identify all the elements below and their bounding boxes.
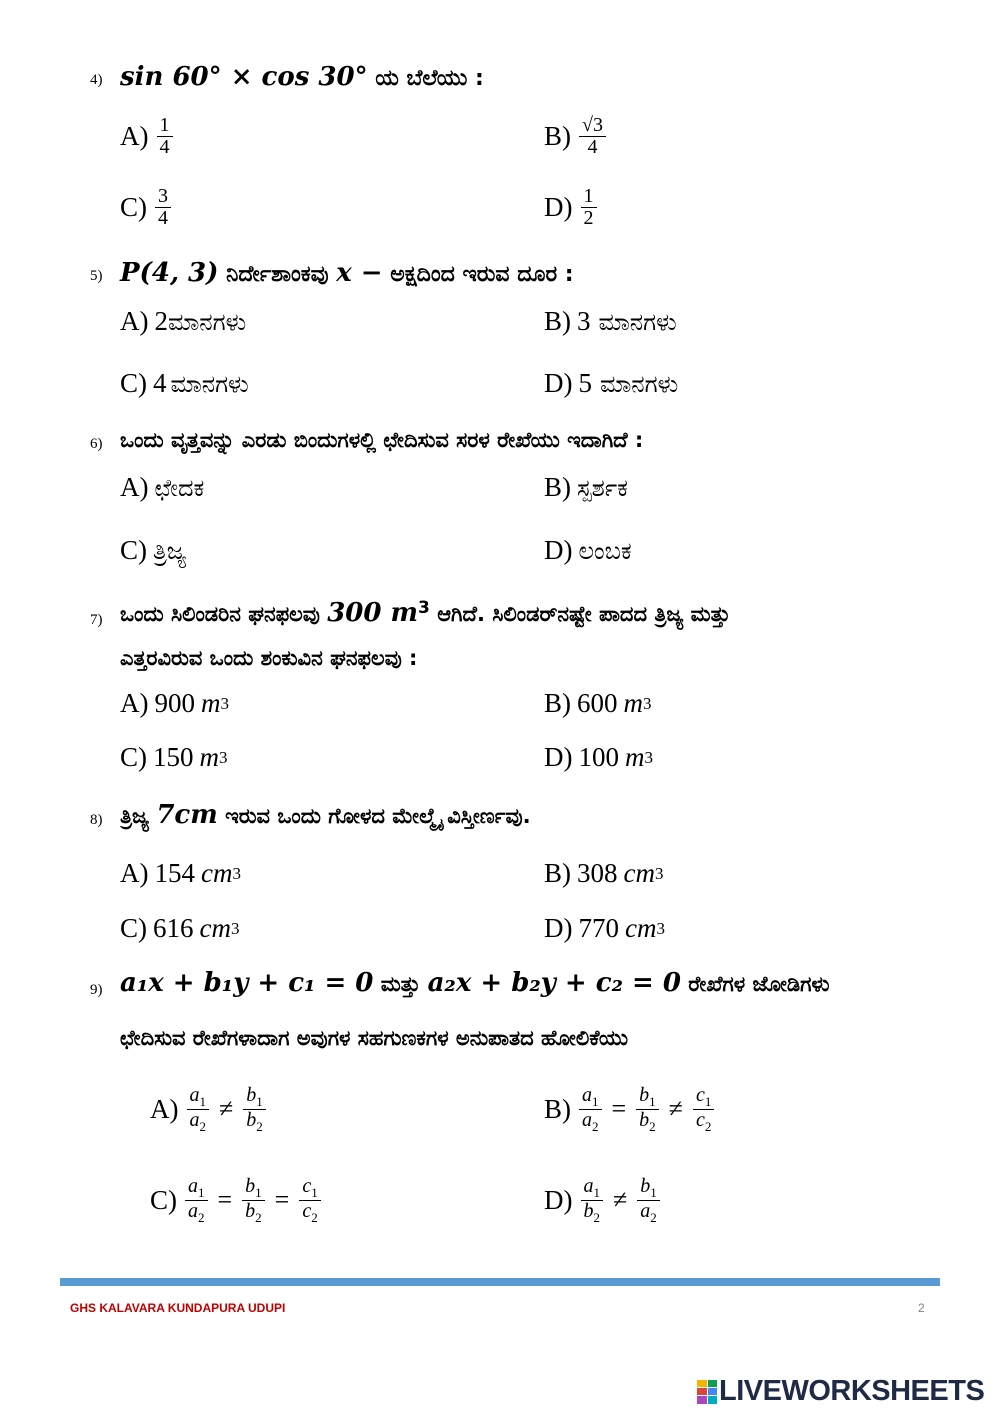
question-stem: sin 60° × cos 30° ಯ ಬೆಲೆಯು : [120,62,484,92]
logo-block [697,1380,707,1387]
option-b[interactable]: B) $\frac{√3}{4}$ [544,115,608,158]
question-number: 6) [90,436,103,452]
option-b[interactable]: B) 308 cm 3 [544,858,664,888]
option-b[interactable]: B) ಸ್ಪರ್ಶಕ [544,472,628,502]
question-number: 9) [90,982,103,998]
logo-block [697,1388,707,1395]
question-stem: a₁x + b₁y + c₁ = 0 ಮತ್ತು a₂x + b₂y + c₂ = 0 ರೇಖೆಗಳ ಜೋಡಿಗಳು [120,968,830,998]
option-a[interactable]: A) 154 cm 3 [120,858,241,888]
logo-block [708,1380,718,1387]
option-d[interactable]: D) 770 cm 3 [544,913,665,943]
logo-block [708,1396,718,1403]
option-c[interactable]: C) ತ್ರಿಜ್ಯ [120,535,187,565]
question-number: 8) [90,812,103,828]
fraction: $\frac{√3}{4}$ [579,115,606,158]
option-a[interactable]: A) 2 ಮಾನಗಳು [120,306,247,336]
option-d[interactable]: D) 100 m 3 [544,742,653,772]
option-c[interactable]: C) 4 ಮಾನಗಳು [120,368,249,398]
option-b[interactable]: B) 600 m 3 [544,688,652,718]
fraction: $\frac{1}{4}$ [157,115,173,158]
fraction: $\frac{1}{2}$ [581,186,597,229]
fraction: $\frac{3}{4}$ [155,186,171,229]
footer-divider [60,1278,940,1286]
liveworksheets-text: LIVEWORKSHEETS [719,1375,985,1407]
option-c[interactable]: C) $\frac{3}{4}$ [120,186,173,229]
question-stem: ತ್ರಿಜ್ಯ 7cm ಇರುವ ಒಂದು ಗೋಳದ ಮೇಲ್ಮೈ ವಿಸ್ತೀರ್ಣವು. [120,800,531,830]
liveworksheets-icon [697,1380,717,1404]
page-number: 2 [918,1301,925,1315]
option-a[interactable]: A) $\frac{a_1}{a_2}$ ≠ $\frac{b_1}{b_2}$ [150,1085,268,1133]
option-a[interactable]: A) 900 m 3 [120,688,229,718]
option-d[interactable]: D) $\frac{a_1}{b_2}$ ≠ $\frac{b_1}{a_2}$ [544,1176,662,1224]
question-stem-line-2: ಛೇದಿಸುವ ರೇಖೆಗಳಾದಾಗ ಅವುಗಳ ಸಹಗುಣಕಗಳ ಅನುಪಾತದ ಹೋಲಿಕೆಯು [120,1026,629,1050]
logo-block [697,1396,707,1403]
option-d[interactable]: D) ಲಂಬಕ [544,535,632,565]
question-stem: P(4, 3) ನಿರ್ದೇಶಾಂಕವು x − ಅಕ್ಷದಿಂದ ಇರುವ ದೂರ : [120,258,574,288]
question-number: 5) [90,268,103,284]
question-number: 4) [90,72,103,88]
option-b[interactable]: B) 3 ಮಾನಗಳು [544,306,677,336]
logo-block [708,1388,718,1395]
option-c[interactable]: C) 616 cm 3 [120,913,240,943]
option-a[interactable]: A) ಛೇದಕ [120,472,205,502]
liveworksheets-logo[interactable] [697,1375,984,1408]
question-stem-line-2: ಎತ್ತರವಿರುವ ಒಂದು ಶಂಕುವಿನ ಘನಫಲವು : [120,646,418,670]
option-c[interactable]: C) 150 m 3 [120,742,228,772]
option-d[interactable]: D) $\frac{1}{2}$ [544,186,599,229]
option-b[interactable]: B) $\frac{a_1}{a_2}$ = $\frac{b_1}{b_2}$ ≠ $\frac{c_1}{c_2}$ [544,1085,716,1133]
question-number: 7) [90,612,103,628]
question-stem: ಒಂದು ಸಿಲಿಂಡರಿನ ಘನಫಲವು 300 $m^3$ ಆಗಿದೆ. ಸಿಲಿಂಡರ್‌ನಷ್ಟೇ ಪಾದದ ತ್ರಿಜ್ಯ ಮತ್ತು [120,598,731,628]
question-stem: ಒಂದು ವೃತ್ತವನ್ನು ಎರಡು ಬಿಂದುಗಳಲ್ಲಿ ಛೇದಿಸುವ ಸರಳ ರೇಖೆಯು ಇದಾಗಿದೆ : [120,428,644,452]
footer-school-name: GHS KALAVARA KUNDAPURA UDUPI [70,1301,286,1315]
option-a[interactable]: A) $\frac{1}{4}$ [120,115,175,158]
option-c[interactable]: C) $\frac{a_1}{a_2}$ = $\frac{b_1}{b_2}$ = $\frac{c_1}{c_2}$ [150,1176,323,1224]
option-d[interactable]: D) 5 ಮಾನಗಳು [544,368,679,398]
